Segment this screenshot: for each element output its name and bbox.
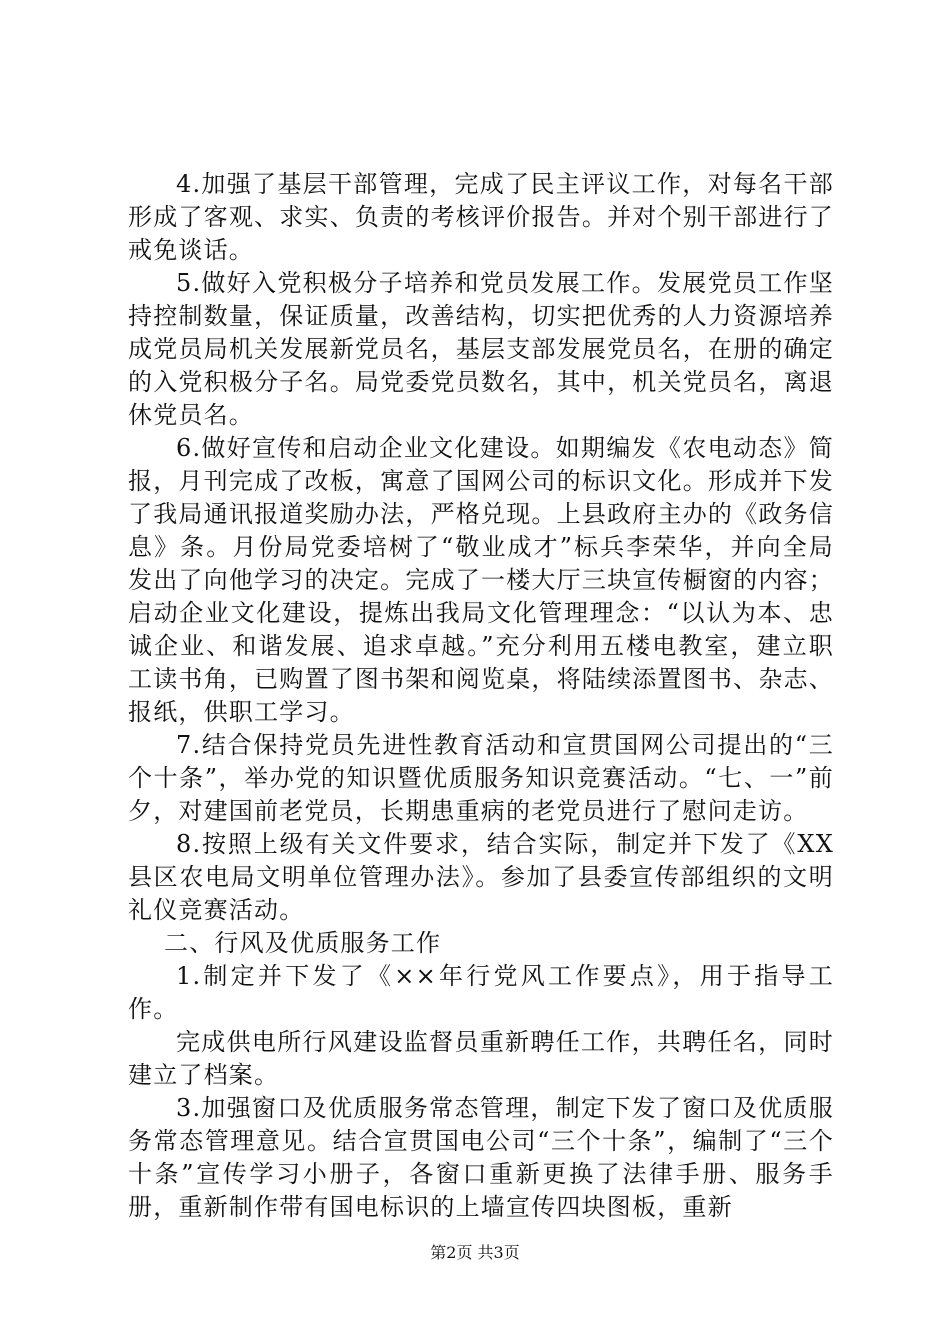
paragraph-window-service: 3.加强窗口及优质服务常态管理，制定下发了窗口及优质服务常态管理意见。结合宣贯国电公司“三个十条”，编制了“三个十条”宣传学习小册子，各窗口重新更换了法律手册、服务手册，重新制作带有国电标识的上墙宣传四块图板，重新 <box>128 1094 834 1221</box>
paragraph-publicity-culture: 6.做好宣传和启动企业文化建设。如期编发《农电动态》简报，月刊完成了改板，寓意了国网公司的标识文化。形成并下发了我局通讯报道奖励办法，严格兑现。上县政府主办的《政务信息》条。月份局党委培树了“敬业成才”标兵李荣华，并向全局发出了向他学习的决定。完成了一楼大厅三块宣传橱窗的内容；启动企业文化建设，提炼出我局文化管理理念：“以认为本、忠诚企业、和谐发展、追求卓越。”充分利用五楼电教室，建立职工读书角，已购置了图书架和阅览桌，将陆续添置图书、杂志、报纸，供职工学习。 <box>128 434 834 726</box>
document-body <box>128 168 834 1224</box>
paragraph-cadre-management: 4.加强了基层干部管理，完成了民主评议工作，对每名干部形成了客观、求实、负责的考核评价报告。并对个别干部进行了戒免谈话。 <box>128 170 834 264</box>
paragraph-civilized-unit: 8.按照上级有关文件要求，结合实际，制定并下发了《XX县区农电局文明单位管理办法》。参加了县委宣传部组织的文明礼仪竞赛活动。 <box>128 830 834 924</box>
paragraph-party-member-development: 5.做好入党积极分子培养和党员发展工作。发展党员工作坚持控制数量，保证质量，改善结构，切实把优秀的人力资源培养成党员局机关发展新党员名，基层支部发展党员名，在册的确定的入党积极分子名。局党委党员数名，其中，机关党员名，离退休党员名。 <box>128 269 834 429</box>
section-heading-service: 二、行风及优质服务工作 <box>164 929 442 957</box>
paragraph-supervisor-hiring: 完成供电所行风建设监督员重新聘任工作，共聘任名，同时建立了档案。 <box>128 1028 834 1089</box>
paragraph-work-points: 1.制定并下发了《××年行党风工作要点》，用于指导工作。 <box>128 962 834 1023</box>
paragraph-advanced-education: 7.结合保持党员先进性教育活动和宣贯国网公司提出的“三个十条”，举办党的知识暨优质服务知识竞赛活动。“七、一”前夕，对建国前老党员，长期患重病的老党员进行了慰问走访。 <box>128 731 834 825</box>
page-footer: 第2页 共3页 <box>430 1243 520 1262</box>
